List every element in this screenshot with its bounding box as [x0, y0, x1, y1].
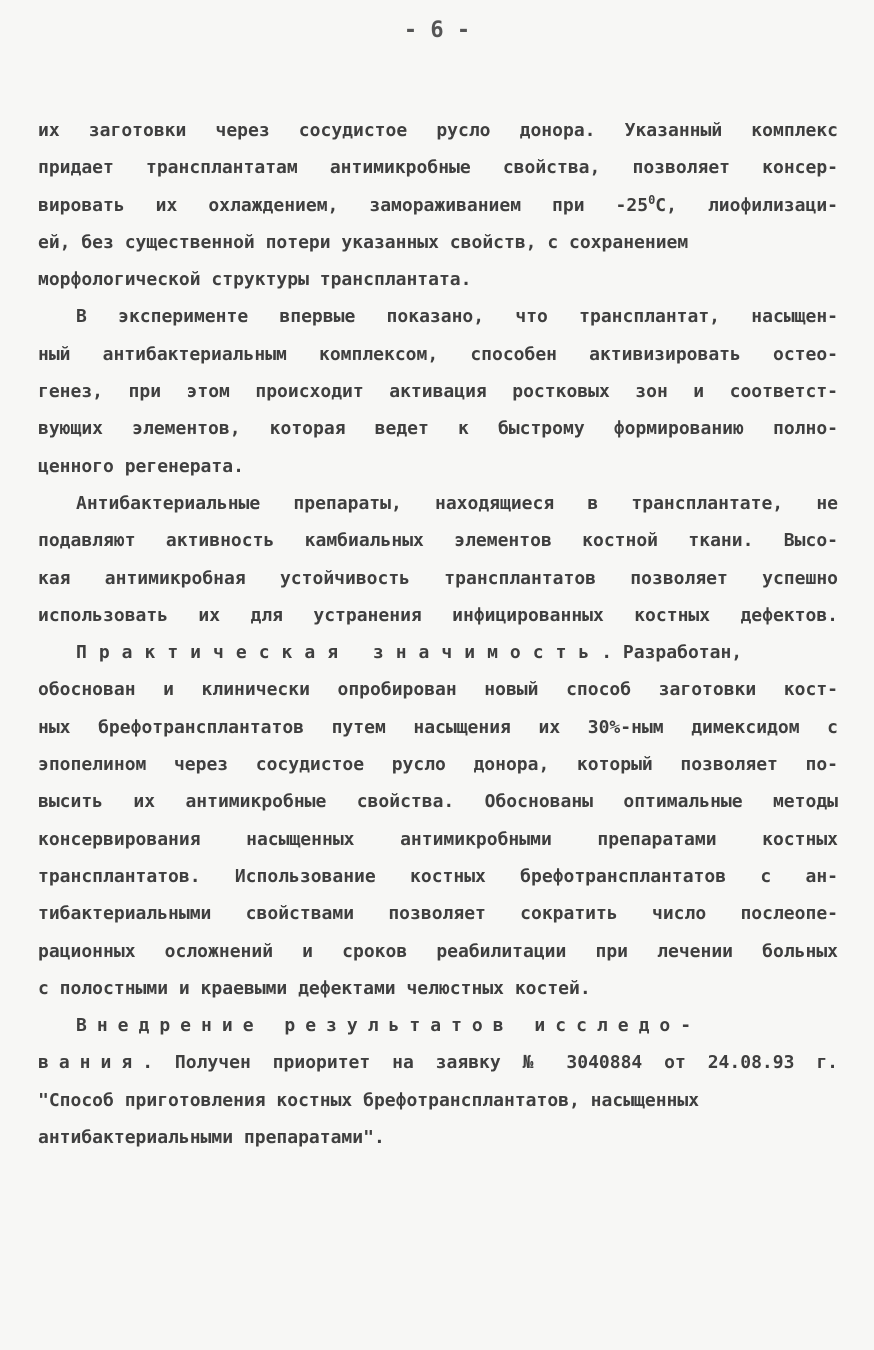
- text-line: придает трансплантатам антимикробные свойства, позволяет консер-: [38, 157, 838, 179]
- text-line: [38, 187, 838, 224]
- text-line: обоснован и клинически опробирован новый способ заготовки кост-: [38, 679, 838, 701]
- text-line: антибактериальными препаратами".: [38, 1127, 385, 1149]
- text-fragment: С, лиофилизаци-: [655, 194, 838, 216]
- text-line: тибактериальными свойствами позволяет сократить число послеопе-: [38, 903, 838, 925]
- text-line: "Способ приготовления костных брефотрансплантатов, насыщенных: [38, 1089, 700, 1111]
- text-line: [38, 634, 838, 671]
- section-heading: Практическая значимость: [76, 642, 602, 664]
- text-fragment: . Разработан,: [601, 642, 743, 664]
- page-number: - 6 -: [403, 18, 471, 43]
- text-line: их заготовки через сосудистое русло донора. Указанный комплекс: [38, 120, 838, 141]
- text-line: трансплантатов. Использование костных брефотрансплантатов с ан-: [38, 865, 838, 887]
- text-line: ценного регенерата.: [38, 455, 244, 477]
- text-line: ный антибактериальным комплексом, способен активизировать остео-: [38, 343, 838, 365]
- text-line: вующих элементов, которая ведет к быстрому формированию полно-: [38, 418, 838, 440]
- text-line: В эксперименте впервые показано, что трансплантат, насыщен-: [76, 306, 838, 328]
- text-line: генез, при этом происходит активация ростковых зон и соответст-: [38, 381, 838, 403]
- superscript: 0: [648, 192, 656, 207]
- section-heading: вания: [38, 1052, 143, 1074]
- text-line: ных брефотрансплантатов путем насыщения их 30%-ным димексидом с: [38, 716, 838, 738]
- text-line: использовать их для устранения инфицированных костных дефектов.: [38, 604, 838, 626]
- text-line: ей, без существенной потери указанных свойств, с сохранением: [38, 231, 689, 253]
- text-line: эпопелином через сосудистое русло донора, который позволяет по-: [38, 754, 838, 776]
- text-line: [38, 1044, 838, 1081]
- text-line: с полостными и краевыми дефектами челюстных костей.: [38, 977, 591, 999]
- text-line: Антибактериальные препараты, находящиеся в трансплантате, не: [76, 492, 838, 514]
- text-fragment: вировать их охлаждением, замораживанием при -25: [38, 194, 649, 216]
- text-fragment: . Получен приоритет на заявку № 3040884 от 24.08.93 г.: [142, 1052, 838, 1074]
- section-heading: Внедрение результатов исследо-: [76, 1015, 702, 1037]
- text-line: [38, 1007, 838, 1044]
- text-line: морфологической структуры трансплантата.: [38, 269, 472, 291]
- body-text: [38, 112, 838, 1156]
- text-line: подавляют активность камбиальных элементов костной ткани. Высо-: [38, 530, 838, 552]
- text-line: рационных осложнений и сроков реабилитации при лечении больных: [38, 940, 838, 962]
- text-line: консервирования насыщенных антимикробными препаратами костных: [38, 828, 838, 850]
- text-line: кая антимикробная устойчивость трансплантатов позволяет успешно: [38, 567, 838, 589]
- text-line: высить их антимикробные свойства. Обоснованы оптимальные методы: [38, 791, 838, 813]
